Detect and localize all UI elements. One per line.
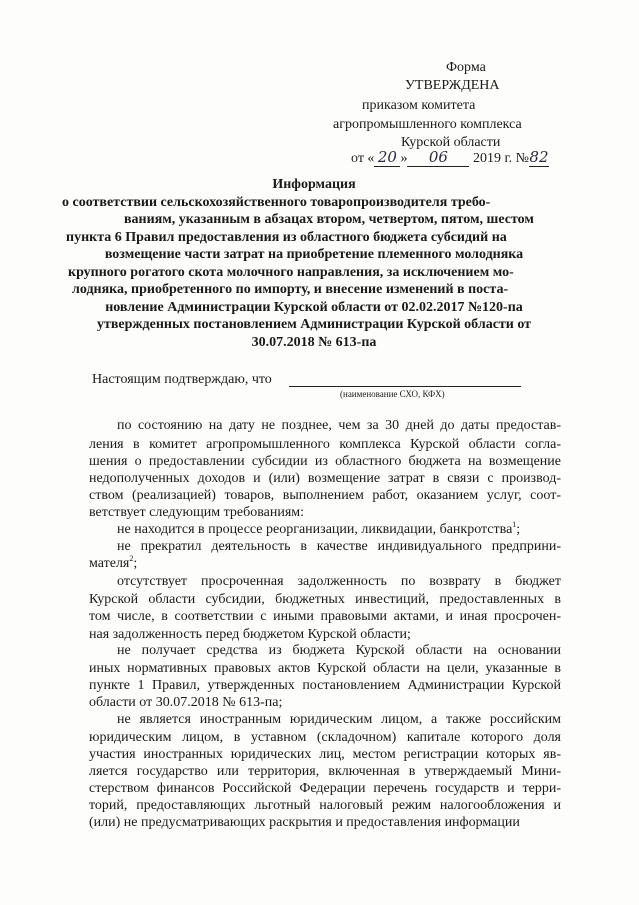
confirm-caption: (наименование СХО, КФХ) xyxy=(340,389,445,399)
title-line: ваниям, указанным в абзацах втором, четвертом, пятом, шестом xyxy=(124,212,534,227)
title-line: крупного рогатого скота молочного направления, за исключением мо- xyxy=(68,264,514,280)
date-day: 20 xyxy=(374,148,400,167)
date-number: 82 xyxy=(529,148,549,166)
body-line: ная задолженность перед бюджетом Курской области; xyxy=(89,627,411,642)
body-line: не получает средства из бюджета Курской области на основании xyxy=(117,643,561,658)
body-line: пункте 1 Правил, утвержденных постановлением Администрации Курской xyxy=(89,678,561,693)
title-line: о соответствии сельскохозяйственного товаропроизводителя требо- xyxy=(62,194,491,210)
title-line: пункта 6 Правил предоставления из областного бюджета субсидий на xyxy=(66,229,507,245)
body-line: Курской области субсидии, бюджетных инвестиций, предоставленных в xyxy=(89,592,561,607)
body-line: недополученных доходов и (или) возмещение затрат в связи с производ- xyxy=(89,471,561,486)
approved-label: УТВЕРЖДЕНА xyxy=(405,78,500,93)
footnote-ref: 2 xyxy=(129,554,134,563)
body-text: ; xyxy=(133,556,138,571)
body-text: не находится в процессе реорганизации, ликвидации, банкротства xyxy=(117,522,513,537)
date-year: 2019 г. № xyxy=(472,151,529,166)
body-line: ством (реализацией) товаров, выполнением работ, оказанием услуг, соот- xyxy=(89,488,561,503)
date-mid: » xyxy=(400,151,408,166)
document-title xyxy=(58,176,570,351)
body-line: ляется государство или территория, включенная в утверждаемый Мини- xyxy=(89,764,561,779)
footnote-ref: 1 xyxy=(512,520,517,529)
body-line: том числе, в соответствии с иными правовыми актами, и иная просрочен- xyxy=(89,609,561,624)
title-line: новление Администрации Курской области от 02.02.2017 №120-па xyxy=(105,299,523,315)
body-line: участия иностранных юридических лиц, местом регистрации которых яв- xyxy=(89,747,561,762)
body-line: не является иностранным юридическим лицом, а также российским xyxy=(117,712,561,727)
body-line: иных нормативных правовых актов Курской области на цели, указанные в xyxy=(89,661,561,676)
body-text: ; xyxy=(516,522,521,537)
body-line: ления в комитет агропромышленного комплекса Курской области согла- xyxy=(89,437,561,452)
confirm-underline xyxy=(289,386,521,387)
body-line: (или) не предусматривающих раскрытия и предоставления информации xyxy=(89,815,520,830)
title-line: утвержденных постановлением Администрации Курской области от xyxy=(96,317,532,332)
body-line: ветствует следующим требованиям: xyxy=(89,505,305,520)
body-line: отсутствует просроченная задолженность по возврату в бюджет xyxy=(117,574,561,589)
body-line: торий, предоставляющих льготный налоговый режим налогообложения и xyxy=(89,798,561,813)
body-line: шения о предоставлении субсидии из областного бюджета на возмещение xyxy=(89,454,561,469)
date-prefix: от « xyxy=(351,151,375,166)
title-line: возмещение части затрат на приобретение племенного молодняка xyxy=(104,247,524,262)
body-line: области от 30.07.2018 № 613-па; xyxy=(89,695,283,710)
body-line: по состоянию на дату не позднее, чем за 30 дней до даты предостав- xyxy=(117,418,561,433)
region-label: Курской области xyxy=(401,135,501,150)
body-line xyxy=(117,522,520,538)
approval-date-line xyxy=(351,148,549,167)
title-line: 30.07.2018 № 613-па xyxy=(251,334,377,350)
body-line xyxy=(89,556,137,572)
body-line: не прекратил деятельность в качестве индивидуального предприни- xyxy=(117,539,561,554)
title-heading: Информация xyxy=(272,177,356,192)
body-line: стерством финансов Российской Федерации перечень государств и терри- xyxy=(89,781,561,796)
body-text: мателя xyxy=(89,556,130,571)
order-label: приказом комитета xyxy=(362,98,476,113)
form-label: Форма xyxy=(446,60,486,75)
body-line: юридическим лицом, в уставном (складочном) капитале которого доля xyxy=(89,730,561,745)
title-line: лодняка, приобретенного по импорту, и внесение изменений в поста- xyxy=(72,282,509,297)
date-month: 06 xyxy=(407,148,469,167)
committee-label: агропромышленного комплекса xyxy=(333,117,522,132)
confirm-text: Настоящим подтверждаю, что xyxy=(92,372,272,387)
